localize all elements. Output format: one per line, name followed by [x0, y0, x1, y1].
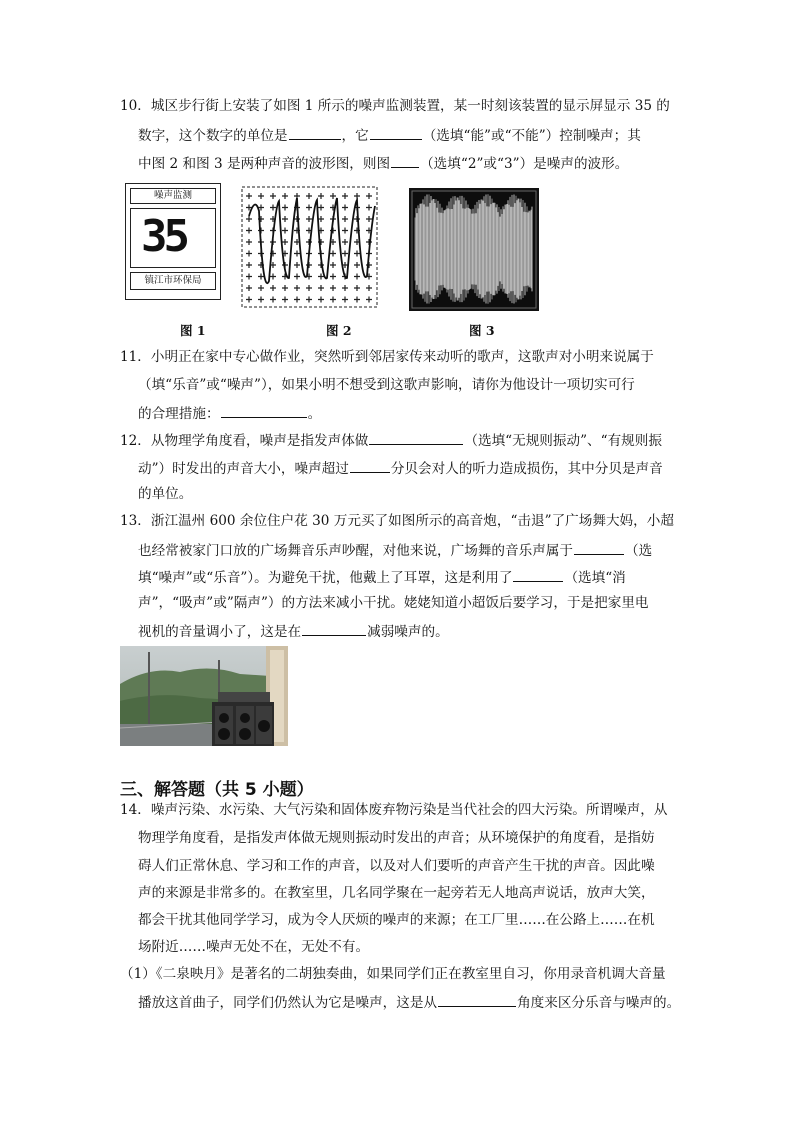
grid-plus-mark	[354, 297, 360, 303]
q10-text-d: 中图 2 和图 3 是两种声音的波形图，则图	[138, 156, 391, 172]
grid-plus-mark	[246, 285, 252, 291]
q12-text-b: （选填“无规则振动”、“有规则振	[464, 433, 662, 449]
monitor-display	[130, 208, 216, 268]
q13-text-b: （选	[625, 543, 653, 559]
figure-3-wave-svg	[409, 188, 539, 311]
grid-plus-mark	[366, 205, 372, 211]
grid-plus-mark	[282, 285, 288, 291]
q13-blank-where[interactable]	[302, 621, 366, 636]
grid-plus-mark	[318, 205, 324, 211]
grid-plus-mark	[258, 193, 264, 199]
q14-blank-angle[interactable]	[438, 992, 516, 1007]
grid-plus-mark	[306, 285, 312, 291]
grid-plus-mark	[306, 216, 312, 222]
grid-plus-mark	[258, 297, 264, 303]
grid-plus-mark	[342, 297, 348, 303]
q11-text-a: 的合理措施：	[138, 406, 220, 422]
figure-2-caption: 图 2	[326, 323, 352, 338]
grid-plus-mark	[294, 285, 300, 291]
q10-text-a: 数字，这个数字的单位是	[138, 128, 288, 144]
grid-plus-mark	[306, 205, 312, 211]
grid-plus-mark	[366, 285, 372, 291]
q14-text-b: 角度来区分乐音与噪声的。	[517, 995, 681, 1011]
grid-plus-mark	[342, 216, 348, 222]
grid-plus-mark	[282, 205, 288, 211]
q12-line3: 的单位。	[138, 486, 193, 502]
q13-line3	[138, 567, 626, 587]
q12-text-c: 动”）时发出的声音大小，噪声超过	[138, 461, 349, 477]
grid-plus-mark	[282, 193, 288, 199]
q14-line1: 14．噪声污染、水污染、大气污染和固体废弃物污染是当代社会的四大污染。所谓噪声，从	[120, 802, 668, 818]
monitor-display-value: 35	[141, 211, 186, 262]
q13-text-f: 减弱噪声的。	[367, 624, 449, 640]
grid-plus-mark	[330, 251, 336, 257]
monitor-owner: 镇江市环保局	[130, 272, 216, 290]
q11-line1: 11．小明正在家中专心做作业，突然听到邻居家传来动听的歌声，这歌声对小明来说属于	[120, 349, 654, 365]
q14-line2: 物理学角度看，是指发声体做无规则振动时发出的声音；从环境保护的角度看，是指妨	[138, 830, 655, 846]
q11-blank-measure[interactable]	[221, 403, 307, 418]
grid-plus-mark	[318, 297, 324, 303]
grid-plus-mark	[282, 239, 288, 245]
q11-line2: （填“乐音”或“噪声”），如果小明不想受到这歌声影响，请你为他设计一项切实可行	[138, 377, 635, 393]
grid-plus-mark	[270, 274, 276, 280]
q12-text-a: 12．从物理学角度看，噪声是指发声体做	[120, 433, 369, 449]
q13-blank-type[interactable]	[574, 540, 624, 555]
figure-3-waveform	[409, 188, 539, 311]
grid-plus-mark	[294, 251, 300, 257]
grid-plus-mark	[246, 228, 252, 234]
grid-plus-mark	[246, 274, 252, 280]
grid-plus-mark	[366, 216, 372, 222]
grid-plus-mark	[294, 262, 300, 268]
q13-text-a: 也经常被家门口放的广场舞音乐声吵醒，对他来说，广场舞的音乐声属于	[138, 543, 573, 559]
q10-blank-control[interactable]	[370, 125, 422, 140]
grid-plus-mark	[246, 251, 252, 257]
q12-blank-vibration[interactable]	[369, 430, 463, 445]
grid-plus-mark	[330, 297, 336, 303]
q10-blank-figure[interactable]	[391, 153, 419, 168]
grid-plus-mark	[270, 205, 276, 211]
grid-plus-mark	[282, 216, 288, 222]
grid-plus-mark	[258, 285, 264, 291]
grid-plus-mark	[354, 251, 360, 257]
grid-plus-mark	[306, 193, 312, 199]
figure-3-caption: 图 3	[469, 323, 495, 338]
figure-2-waveform	[241, 186, 378, 308]
q13-line1: 13．浙江温州 600 余位住户花 30 万元买了如图所示的高音炮，“击退”了广场舞大妈，小超	[120, 513, 674, 529]
grid-plus-mark	[282, 297, 288, 303]
section-3-title: 三、解答题（共 5 小题）	[120, 780, 314, 800]
q13-text-d: （选填“消	[564, 570, 626, 586]
grid-plus-mark	[342, 251, 348, 257]
q10-blank-unit[interactable]	[289, 125, 341, 140]
grid-plus-mark	[258, 274, 264, 280]
q13-line4: 声”，“吸声”或”隔声”）的方法来减小干扰。姥姥知道小超饭后要学习，于是把家里电	[138, 595, 649, 611]
q13-blank-method[interactable]	[513, 567, 563, 582]
grid-plus-mark	[330, 193, 336, 199]
grid-plus-mark	[246, 297, 252, 303]
q14-part1-line2	[138, 992, 680, 1012]
grid-plus-mark	[294, 297, 300, 303]
q10-line2	[138, 125, 641, 145]
grid-plus-mark	[330, 262, 336, 268]
q11-text-b: 。	[307, 406, 322, 422]
monitor-title: 噪声监测	[130, 188, 216, 204]
grid-plus-mark	[342, 193, 348, 199]
q10-text-b: ，它	[341, 128, 369, 144]
grid-plus-mark	[342, 239, 348, 245]
grid-plus-mark	[354, 274, 360, 280]
q13-text-e: 视机的音量调小了，这是在	[138, 624, 302, 640]
q12-blank-decibel[interactable]	[350, 458, 390, 473]
q14-part1-line1: （1）《二泉映月》是著名的二胡独奏曲，如果同学们正在教室里自习，你用录音机调大音量	[120, 966, 666, 982]
grid-plus-mark	[246, 239, 252, 245]
grid-plus-mark	[366, 297, 372, 303]
grid-plus-mark	[270, 297, 276, 303]
q12-text-d: 分贝会对人的听力造成损伤，其中分贝是声音	[390, 461, 663, 477]
q14-line4: 声的来源是非常多的。在教室里，几名同学聚在一起旁若无人地高声说话，放声大笑，	[138, 885, 655, 901]
q10-text-c: （选填“能”或“不能”）控制噪声；其	[422, 128, 641, 144]
grid-plus-mark	[330, 274, 336, 280]
q10-text-e: （选填“2”或“3”）是噪声的波形。	[420, 156, 629, 172]
q14-text-a: 播放这首曲子，同学们仍然认为它是噪声，这是从	[138, 995, 438, 1011]
q14-line3: 碍人们正常休息、学习和工作的声音，以及对人们要听的声音产生干扰的声音。因此噪	[138, 858, 655, 874]
q12-line2	[138, 458, 663, 478]
grid-plus-mark	[270, 193, 276, 199]
grid-plus-mark	[294, 274, 300, 280]
grid-plus-mark	[342, 228, 348, 234]
grid-plus-mark	[342, 285, 348, 291]
q10-line1: 10．城区步行街上安装了如图 1 所示的噪声监测装置，某一时刻该装置的显示屏显示 35 的	[120, 98, 670, 114]
q14-line6: 场附近……噪声无处不在，无处不有。	[138, 939, 370, 955]
grid-plus-mark	[318, 285, 324, 291]
grid-plus-mark	[246, 193, 252, 199]
q14-line5: 都会干扰其他同学学习，成为令人厌烦的噪声的来源；在工厂里……在公路上……在机	[138, 912, 655, 928]
waveform-noise-like	[249, 198, 375, 283]
grid-plus-mark	[354, 285, 360, 291]
grid-plus-mark	[318, 193, 324, 199]
q13-text-c: 填“噪声”或“乐音”）。为避免干扰，他戴上了耳罩，这是利用了	[138, 570, 513, 586]
figure-1-caption: 图 1	[180, 323, 206, 338]
grid-plus-mark	[246, 262, 252, 268]
grid-plus-mark	[330, 285, 336, 291]
grid-plus-mark	[366, 193, 372, 199]
q13-line5	[138, 621, 449, 641]
q13-line2	[138, 540, 652, 560]
q11-line3	[138, 403, 321, 423]
grid-plus-mark	[354, 193, 360, 199]
grid-plus-mark	[282, 228, 288, 234]
grid-plus-mark	[246, 216, 252, 222]
grid-plus-mark	[306, 297, 312, 303]
grid-plus-mark	[342, 205, 348, 211]
q10-line3	[138, 153, 628, 173]
speaker-photo	[120, 646, 288, 746]
grid-plus-mark	[354, 262, 360, 268]
speaker-photo-svg	[120, 646, 288, 746]
figure-1-noise-monitor	[125, 183, 221, 300]
grid-plus-mark	[270, 285, 276, 291]
q12-line1	[120, 430, 662, 450]
